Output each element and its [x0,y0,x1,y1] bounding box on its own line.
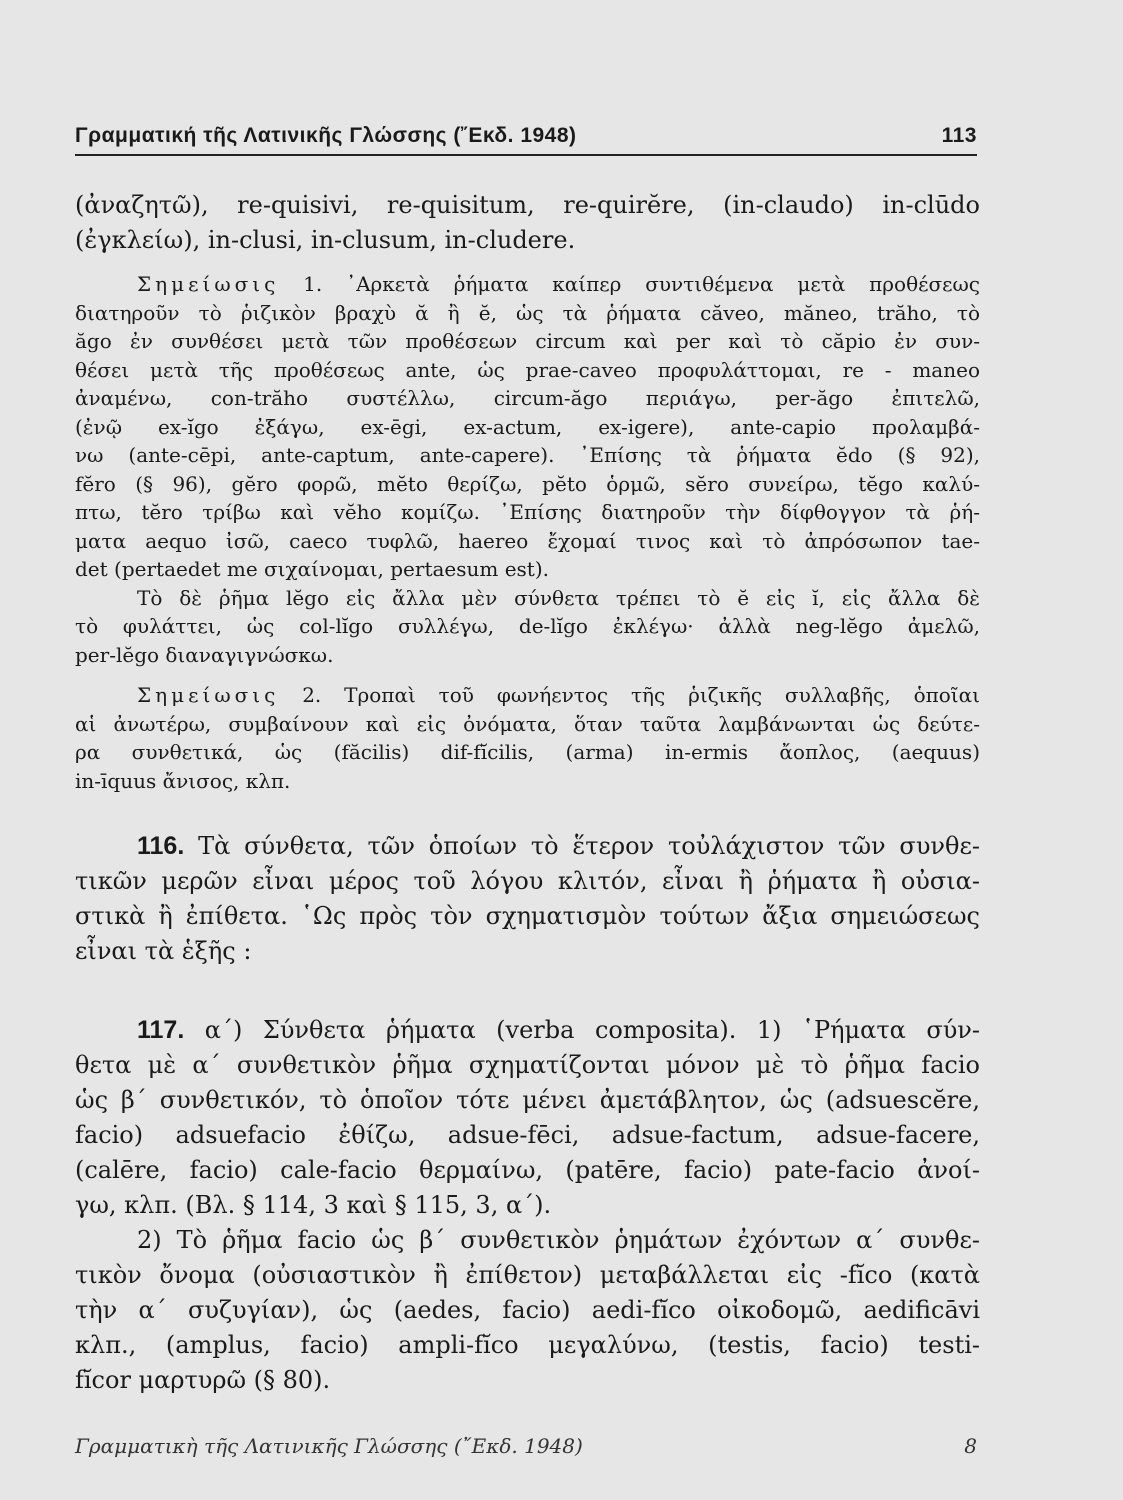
text-line: στικὰ ἢ ἐπίθετα. ῾Ως πρὸς τὸν σχηματισμὸν τούτων ἄξια σημειώσεως [75,902,980,930]
text-line: fĕro (§ 96), gĕro φορῶ, mĕto θερίζω, pĕto ὁρμῶ, sĕro συνείρω, tĕgo καλύ- [75,471,980,496]
section-116-heading-line: 116. Τὰ σύνθετα, τῶν ὁποίων τὸ ἕτερον τοὐλάχιστον τῶν συνθε- [137,832,980,860]
text-line: facio) adsuefacio ἐθίζω, adsue-fēci, adsue-factum, adsue-facere, [75,1121,980,1149]
header-title: Γραμματική τῆς Λατινικῆς Γλώσσης (῎Εκδ. 1948) [75,124,577,147]
text-line: τικὸν ὄνομα (οὐσιαστικὸν ἢ ἐπίθετον) μεταβάλλεται εἰς -fĭco (κατὰ [75,1261,980,1289]
text-line: per-lĕgo διαναγιγνώσκω. [75,642,334,667]
note-2 [75,681,980,795]
note-1 [75,270,980,669]
page-number: 113 [941,124,977,147]
text-line: θετα μὲ α´ συνθετικὸν ῥῆμα σχηματίζονται μόνον μὲ τὸ ῥῆμα facio [75,1051,980,1079]
text-line: ἀναμένω, con-trăho συστέλλω, circum-ăgo περιάγω, per-ăgo ἐπιτελῶ, [75,386,980,410]
text-line: ρα συνθετικά, ὡς (făcilis) dif-fĭcilis, (arma) in-ermis ἄοπλος, (aequus) [75,740,980,764]
text-line: θέσει μετὰ τῆς προθέσεως ante, ὡς prae-caveo προφυλάττομαι, re - maneo [75,357,980,382]
text-line: det (pertaedet me σιχαίνομαι, pertaesum est). [75,557,550,581]
running-header [75,124,977,156]
text-line: ματα aequo ἰσῶ, caeco τυφλῶ, haereo ἔχομαί τινος καὶ τὸ ἀπρόσωπον tae- [75,528,980,553]
text-line: (ἀναζητῶ), re-quisivi, re-quisitum, re-quirĕre, (in-claudo) in-clūdo [75,191,980,219]
text-line: πτω, tĕro τρίβω καὶ vĕho κομίζω. ᾿Επίσης διατηροῦν τὴν δίφθογγον τὰ ῥή- [75,500,980,524]
section-116 [75,829,980,969]
signature-mark: 8 [964,1434,977,1458]
text-line: διατηροῦν τὸ ῥιζικὸν βραχὺ ᾰ ἢ ĕ, ὡς τὰ ῥήματα căveo, măneo, trăho, τὸ [75,300,980,325]
text-line: ὡς β´ συνθετικόν, τὸ ὁποῖον τότε μένει ἀμετάβλητον, ὡς (adsuescĕre, [75,1086,980,1114]
text-line: ăgo ἐν συνθέσει μετὰ τῶν προθέσεων circum καὶ per καὶ τὸ căpio ἐν συν- [75,329,980,353]
note-2-first-line: Σημείωσις 2. Τροπαὶ τοῦ φωνήεντος τῆς ῥιζικῆς συλλαβῆς, ὁποῖαι [137,683,980,707]
text-line: νω (ante-cēpi, ante-captum, ante-capere). ᾿Επίσης τὰ ῥήματα ĕdo (§ 92), [75,443,980,467]
text-line: γω, κλπ. (Βλ. § 114, 3 καὶ § 115, 3, α´). [75,1191,552,1219]
text-line: (calēre, facio) cale-facio θερμαίνω, (patēre, facio) pate-facio ἀνοί- [75,1156,980,1184]
text-line: (ἐγκλείω), in-clusi, in-clusum, in-cludere. [75,226,576,254]
note-1-first-line: Σημείωσις 1. ᾿Αρκετὰ ῥήματα καίπερ συντιθέμενα μετὰ προθέσεως [137,272,980,296]
section-117 [75,1013,980,1398]
text-line: εἶναι τὰ ἑξῆς : [75,937,252,965]
text-line: 2) Τὸ ῥῆμα facio ὡς β´ συνθετικὸν ῥημάτων ἐχόντων α´ συνθε- [137,1226,980,1254]
page-body [75,188,980,1398]
text-line: Τὸ δὲ ῥῆμα lĕgo εἰς ἄλλα μὲν σύνθετα τρέπει τὸ ĕ εἰς ĭ, εἰς ἄλλα δὲ [137,585,980,610]
text-line: in-īquus ἄνισος, κλπ. [75,768,291,793]
text-line: (ἐνῷ ex-ĭgo ἐξάγω, ex-ēgi, ex-actum, ex-igere), ante-capio προλαμβά- [75,414,980,439]
section-117-heading-line: 117. α´) Σύνθετα ῥήματα (verba composita). 1) ῾Ρήματα σύν- [137,1016,980,1044]
text-line: αἱ ἀνωτέρω, συμβαίνουν καὶ εἰς ὀνόματα, ὅταν ταῦτα λαμβάνωνται ὡς δεύτε- [75,711,980,736]
text-line: τὴν α´ συζυγίαν), ὡς (aedes, facio) aedi-fĭco οἰκοδομῶ, aedificāvi [75,1296,980,1324]
text-line: κλπ., (amplus, facio) ampli-fĭco μεγαλύνω, (testis, facio) testi- [75,1331,980,1359]
footer-title: Γραμματικὴ τῆς Λατινικῆς Γλώσσης (῎Εκδ. 1948) [75,1434,583,1458]
text-line: fĭcor μαρτυρῶ (§ 80). [75,1366,331,1394]
text-line: τὸ φυλάττει, ὡς col-lĭgo συλλέγω, de-lĭgo ἐκλέγω· ἀλλὰ neg-lĕgo ἀμελῶ, [75,614,980,638]
text-line: τικῶν μερῶν εἶναι μέρος τοῦ λόγου κλιτόν, εἶναι ἢ ῥήματα ἢ οὐσια- [75,867,980,895]
